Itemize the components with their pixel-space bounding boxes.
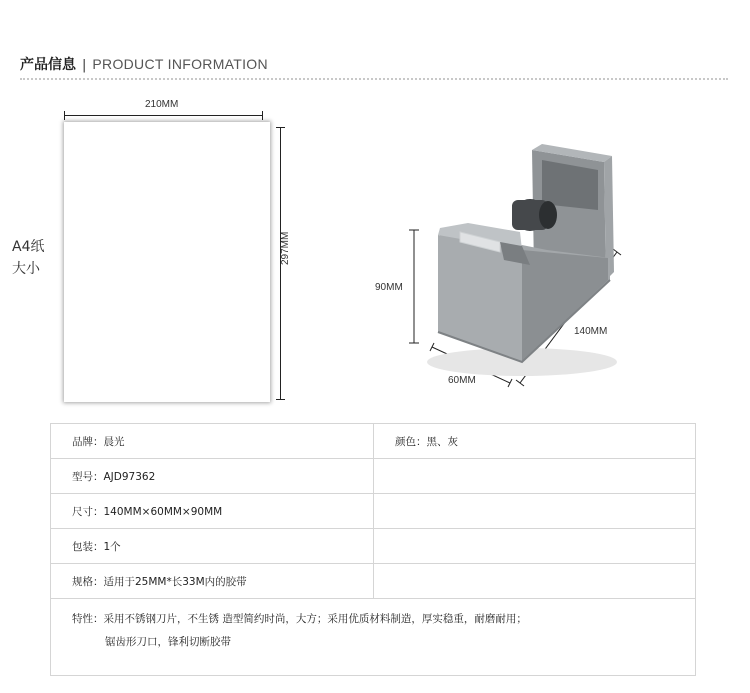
- size-cell: 尺寸：140MM×60MM×90MM: [51, 494, 374, 529]
- model-cell: 型号：AJD97362: [51, 459, 374, 494]
- feature-line-1: 特性：采用不锈钢刀片，不生锈 造型简约时尚，大方；采用优质材料制造，厚实稳重，耐磨耐用；: [72, 613, 527, 625]
- feature-cell: [51, 599, 696, 676]
- section-title-en: PRODUCT INFORMATION: [92, 56, 268, 72]
- color-cell: 颜色：黑、灰: [374, 424, 696, 459]
- a4-paper-illustration: [64, 122, 270, 402]
- spec-cell: 规格：适用于25MM*长33M内的胶带: [51, 564, 374, 599]
- empty-cell: [374, 459, 696, 494]
- table-row: [51, 459, 696, 494]
- product-height-label: 90MM: [375, 282, 403, 293]
- paper-height-label: 297MM: [280, 231, 291, 265]
- section-header: [20, 54, 268, 74]
- tape-dispenser-image: [372, 100, 662, 400]
- paper-size-caption-line1: A4纸: [12, 239, 45, 255]
- paper-size-caption: [12, 236, 44, 280]
- table-row: [51, 564, 696, 599]
- section-title-cn: 产品信息: [20, 57, 76, 73]
- empty-cell: [374, 494, 696, 529]
- table-row: [51, 424, 696, 459]
- paper-size-caption-line2: 大小: [12, 261, 40, 277]
- table-row: [51, 494, 696, 529]
- spec-table: [50, 423, 696, 676]
- product-length-label: 140MM: [574, 326, 608, 337]
- table-row: [51, 529, 696, 564]
- title-separator: |: [82, 58, 87, 73]
- paper-width-dimension-line: [64, 115, 263, 116]
- dotted-divider: [20, 78, 728, 80]
- paper-width-label: 210MM: [145, 99, 179, 110]
- product-width-label: 60MM: [448, 375, 476, 386]
- table-row: [51, 599, 696, 676]
- package-cell: 包装：1个: [51, 529, 374, 564]
- brand-cell: 品牌：晨光: [51, 424, 374, 459]
- feature-line-2: 锯齿形刀口，锋利切断胶带: [105, 636, 231, 648]
- empty-cell: [374, 564, 696, 599]
- empty-cell: [374, 529, 696, 564]
